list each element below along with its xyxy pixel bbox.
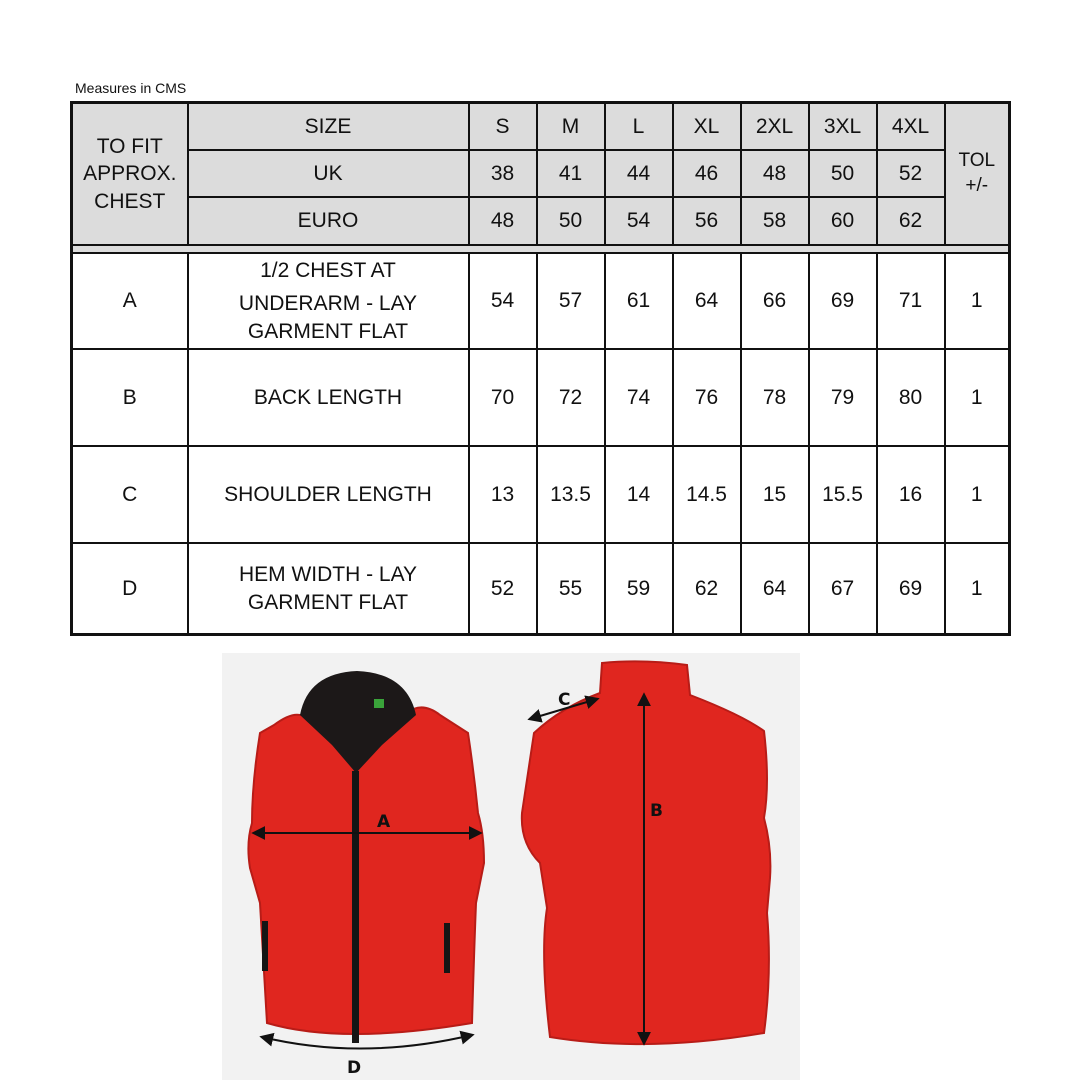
value-cell: 69	[877, 543, 945, 635]
value-cell: 13	[469, 446, 537, 543]
row-description	[188, 253, 469, 349]
size-cell: M	[537, 103, 605, 151]
size-chart-table	[70, 101, 1011, 636]
back-vest-body	[522, 661, 771, 1044]
value-cell: 54	[469, 253, 537, 349]
row-description	[188, 446, 469, 543]
value-cell: 76	[673, 349, 741, 446]
front-vest	[248, 671, 484, 1078]
row-code: B	[72, 349, 188, 446]
euro-cell: 62	[877, 197, 945, 245]
euro-label: EURO	[188, 197, 469, 245]
uk-cell: 46	[673, 150, 741, 197]
uk-size-row	[72, 150, 1010, 197]
size-cell: 2XL	[741, 103, 809, 151]
value-cell: 13.5	[537, 446, 605, 543]
vest-measurement-figure	[222, 653, 800, 1080]
value-cell: 14.5	[673, 446, 741, 543]
label-d: D	[347, 1058, 362, 1078]
uk-cell: 48	[741, 150, 809, 197]
size-label: SIZE	[188, 103, 469, 151]
fit-label-line: CHEST	[94, 189, 166, 213]
euro-cell: 50	[537, 197, 605, 245]
size-header-row	[72, 103, 1010, 151]
uk-cell: 50	[809, 150, 877, 197]
row-description	[188, 349, 469, 446]
row-code: A	[72, 253, 188, 349]
desc-line: SHOULDER LENGTH	[224, 482, 432, 506]
desc-line: UNDERARM - LAY	[238, 292, 418, 316]
value-cell: 67	[809, 543, 877, 635]
value-cell: 70	[469, 349, 537, 446]
separator-bar	[72, 245, 1010, 253]
value-cell: 15	[741, 446, 809, 543]
tolerance-cell: 1	[945, 349, 1010, 446]
front-zipper	[352, 771, 359, 1043]
value-cell: 62	[673, 543, 741, 635]
value-cell: 16	[877, 446, 945, 543]
size-cell: XL	[673, 103, 741, 151]
value-cell: 71	[877, 253, 945, 349]
value-cell: 15.5	[809, 446, 877, 543]
to-fit-chest-label	[72, 103, 188, 246]
fit-label-line: TO FIT	[96, 135, 163, 159]
value-cell: 66	[741, 253, 809, 349]
row-description	[188, 543, 469, 635]
value-cell: 74	[605, 349, 673, 446]
row-code: C	[72, 446, 188, 543]
fit-label-line: APPROX.	[83, 162, 177, 186]
value-cell: 61	[605, 253, 673, 349]
value-cell: 78	[741, 349, 809, 446]
label-c: C	[558, 690, 571, 710]
measures-caption: Measures in CMS	[75, 80, 187, 96]
desc-line: 1/2 CHEST AT	[260, 259, 396, 283]
value-cell: 14	[605, 446, 673, 543]
value-cell: 72	[537, 349, 605, 446]
table-row	[72, 349, 1010, 446]
value-cell: 52	[469, 543, 537, 635]
value-cell: 79	[809, 349, 877, 446]
value-cell: 64	[673, 253, 741, 349]
euro-cell: 56	[673, 197, 741, 245]
uk-cell: 52	[877, 150, 945, 197]
value-cell: 80	[877, 349, 945, 446]
tol-label-line: TOL	[958, 150, 996, 172]
tolerance-cell: 1	[945, 446, 1010, 543]
value-cell: 64	[741, 543, 809, 635]
euro-cell: 58	[741, 197, 809, 245]
euro-cell: 54	[605, 197, 673, 245]
label-a: A	[377, 812, 391, 832]
measure-arrow-d	[262, 1035, 472, 1049]
euro-cell: 60	[809, 197, 877, 245]
value-cell: 57	[537, 253, 605, 349]
tolerance-cell: 1	[945, 543, 1010, 635]
vest-diagram	[222, 653, 800, 1080]
uk-cell: 44	[605, 150, 673, 197]
header-separator	[72, 245, 1010, 253]
table-row	[72, 253, 1010, 349]
size-cell: 3XL	[809, 103, 877, 151]
table-row	[72, 543, 1010, 635]
value-cell: 59	[605, 543, 673, 635]
euro-cell: 48	[469, 197, 537, 245]
size-cell: S	[469, 103, 537, 151]
tolerance-cell: 1	[945, 253, 1010, 349]
uk-label: UK	[188, 150, 469, 197]
row-code: D	[72, 543, 188, 635]
left-pocket-zip	[262, 921, 268, 971]
value-cell: 55	[537, 543, 605, 635]
uk-cell: 41	[537, 150, 605, 197]
size-cell: 4XL	[877, 103, 945, 151]
size-cell: L	[605, 103, 673, 151]
tolerance-label	[945, 103, 1010, 246]
back-vest	[522, 661, 771, 1044]
tol-label-line: +/-	[965, 175, 989, 196]
uk-cell: 38	[469, 150, 537, 197]
table-row	[72, 446, 1010, 543]
collar-logo	[374, 699, 384, 708]
desc-line: GARMENT FLAT	[247, 319, 409, 343]
right-pocket-zip	[444, 923, 450, 973]
euro-size-row	[72, 197, 1010, 245]
desc-line: HEM WIDTH - LAY	[238, 563, 418, 587]
label-b: B	[650, 801, 663, 821]
desc-line: GARMENT FLAT	[247, 590, 409, 614]
value-cell: 69	[809, 253, 877, 349]
desc-line: BACK LENGTH	[253, 385, 403, 409]
